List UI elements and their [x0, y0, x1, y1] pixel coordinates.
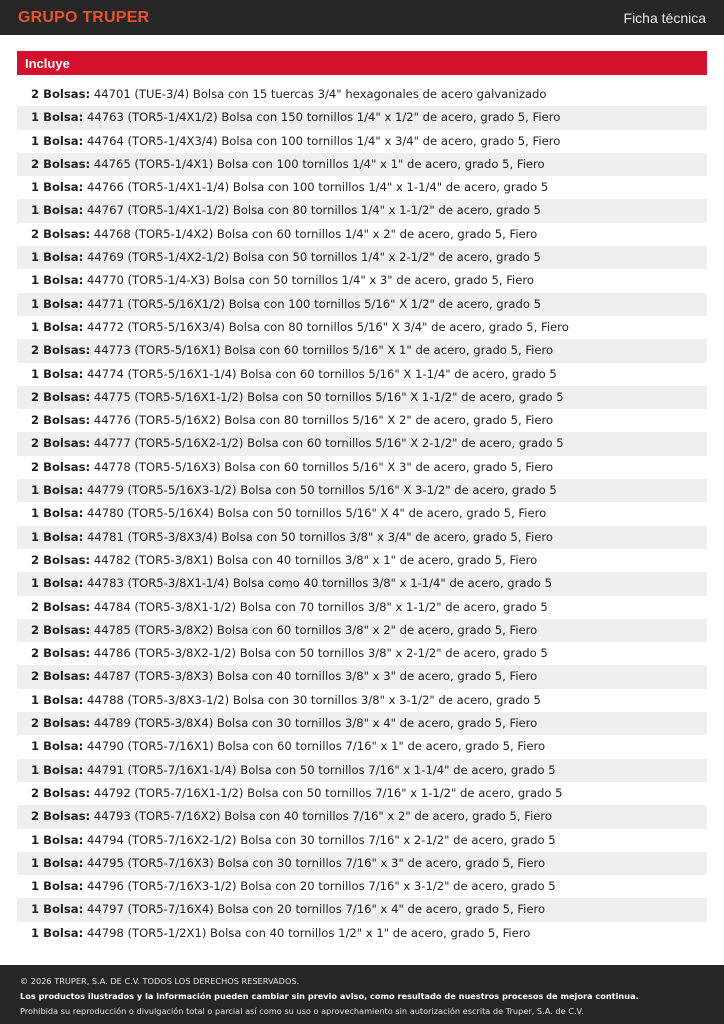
item-quantity: 1 Bolsa:	[31, 296, 84, 311]
item-quantity: 1 Bolsa:	[31, 250, 84, 265]
item-description: 44791 (TOR5-7/16X1-1/4) Bolsa con 50 tornillos 7/16" x 1-1/4" de acero, grado 5	[86, 762, 556, 777]
item-quantity: 1 Bolsa:	[31, 832, 84, 847]
list-item	[17, 176, 707, 199]
top-bar	[0, 0, 724, 35]
item-quantity: 2 Bolsas:	[31, 156, 91, 171]
list-item	[17, 130, 707, 153]
item-quantity: 2 Bolsas:	[31, 436, 91, 451]
list-item	[17, 829, 707, 852]
item-description: 44776 (TOR5-5/16X2) Bolsa con 80 tornillos 5/16" X 2" de acero, grado 5, Fiero	[93, 413, 554, 428]
item-quantity: 2 Bolsas:	[31, 809, 91, 824]
list-item	[17, 223, 707, 246]
item-quantity: 1 Bolsa:	[31, 110, 84, 125]
item-quantity: 2 Bolsas:	[31, 785, 91, 800]
item-description: 44773 (TOR5-5/16X1) Bolsa con 60 tornillos 5/16" X 1" de acero, grado 5, Fiero	[93, 343, 554, 358]
item-description: 44788 (TOR5-3/8X3-1/2) Bolsa con 30 tornillos 3/8" x 3-1/2" de acero, grado 5	[86, 692, 541, 707]
item-description: 44795 (TOR5-7/16X3) Bolsa con 30 tornillos 7/16" x 3" de acero, grado 5, Fiero	[86, 855, 546, 870]
item-description: 44777 (TOR5-5/16X2-1/2) Bolsa con 60 tornillos 5/16" X 2-1/2" de acero, grado 5	[93, 436, 564, 451]
list-item	[17, 852, 707, 875]
list-item	[17, 572, 707, 595]
list-item	[17, 596, 707, 619]
list-item	[17, 432, 707, 455]
list-item	[17, 106, 707, 129]
list-item	[17, 526, 707, 549]
list-item	[17, 549, 707, 572]
item-quantity: 1 Bolsa:	[31, 879, 84, 894]
item-description: 44774 (TOR5-5/16X1-1/4) Bolsa con 60 tornillos 5/16" X 1-1/4" de acero, grado 5	[86, 366, 557, 381]
item-quantity: 1 Bolsa:	[31, 739, 84, 754]
item-quantity: 1 Bolsa:	[31, 902, 84, 917]
list-item	[17, 875, 707, 898]
item-quantity: 1 Bolsa:	[31, 273, 84, 288]
list-item	[17, 153, 707, 176]
section-header-incluye: Incluye	[17, 51, 707, 75]
list-item	[17, 339, 707, 362]
item-description: 44763 (TOR5-1/4X1/2) Bolsa con 150 tornillos 1/4" x 1/2" de acero, grado 5, Fiero	[86, 110, 561, 125]
item-quantity: 1 Bolsa:	[31, 483, 84, 498]
item-quantity: 1 Bolsa:	[31, 180, 84, 195]
list-item	[17, 409, 707, 432]
item-description: 44769 (TOR5-1/4X2-1/2) Bolsa con 50 tornillos 1/4" x 2-1/2" de acero, grado 5	[86, 250, 541, 265]
list-item	[17, 805, 707, 828]
item-description: 44798 (TOR5-1/2X1) Bolsa con 40 tornillos 1/2" x 1" de acero, grado 5, Fiero	[86, 925, 531, 940]
item-description: 44765 (TOR5-1/4X1) Bolsa con 100 tornillos 1/4" x 1" de acero, grado 5, Fiero	[93, 156, 545, 171]
footer-copyright: © 2026 TRUPER, S.A. DE C.V. TODOS LOS DERECHOS RESERVADOS.	[20, 976, 300, 986]
item-quantity: 2 Bolsas:	[31, 389, 91, 404]
item-quantity: 1 Bolsa:	[31, 366, 84, 381]
list-item	[17, 735, 707, 758]
item-description: 44766 (TOR5-1/4X1-1/4) Bolsa con 100 tornillos 1/4" x 1-1/4" de acero, grado 5	[86, 180, 549, 195]
item-description: 44701 (TUE-3/4) Bolsa con 15 tuercas 3/4" hexagonales de acero galvanizado	[93, 87, 547, 101]
included-items-list	[17, 83, 707, 945]
list-item	[17, 363, 707, 386]
item-description: 44781 (TOR5-3/8X3/4) Bolsa con 50 tornillos 3/8" x 3/4" de acero, grado 5, Fiero	[86, 529, 553, 544]
item-description: 44785 (TOR5-3/8X2) Bolsa con 60 tornillos 3/8" x 2" de acero, grado 5, Fiero	[93, 622, 538, 637]
item-description: 44796 (TOR5-7/16X3-1/2) Bolsa con 20 tornillos 7/16" x 3-1/2" de acero, grado 5	[86, 879, 556, 894]
list-item	[17, 83, 707, 106]
item-description: 44797 (TOR5-7/16X4) Bolsa con 20 tornillos 7/16" x 4" de acero, grado 5, Fiero	[86, 902, 546, 917]
item-quantity: 2 Bolsas:	[31, 226, 91, 241]
item-quantity: 2 Bolsas:	[31, 669, 91, 684]
item-description: 44770 (TOR5-1/4-X3) Bolsa con 50 tornillos 1/4" x 3" de acero, grado 5, Fiero	[86, 273, 534, 288]
item-quantity: 1 Bolsa:	[31, 506, 84, 521]
list-item	[17, 269, 707, 292]
list-item	[17, 642, 707, 665]
item-description: 44778 (TOR5-5/16X3) Bolsa con 60 tornillos 5/16" X 3" de acero, grado 5, Fiero	[93, 459, 554, 474]
item-quantity: 1 Bolsa:	[31, 762, 84, 777]
list-item	[17, 922, 707, 945]
item-description: 44780 (TOR5-5/16X4) Bolsa con 50 tornillos 5/16" X 4" de acero, grado 5, Fiero	[86, 506, 547, 521]
list-item	[17, 199, 707, 222]
footer-notice: Los productos ilustrados y la información pueden cambiar sin previo aviso, como resultado de nuestros procesos de mejora continua.	[20, 991, 639, 1001]
item-quantity: 2 Bolsas:	[31, 87, 91, 101]
list-item	[17, 502, 707, 525]
item-description: 44786 (TOR5-3/8X2-1/2) Bolsa con 50 tornillos 3/8" x 2-1/2" de acero, grado 5	[93, 646, 548, 661]
item-description: 44772 (TOR5-5/16X3/4) Bolsa con 80 tornillos 5/16" X 3/4" de acero, grado 5, Fiero	[86, 319, 569, 334]
item-quantity: 2 Bolsas:	[31, 622, 91, 637]
footer-prohibition: Prohibida su reproducción o divulgación total o parcial así como su uso o aprovechamiento sin autorización escrita de Truper, S.A. de C.V.	[20, 1006, 584, 1016]
list-item	[17, 665, 707, 688]
list-item	[17, 386, 707, 409]
item-description: 44792 (TOR5-7/16X1-1/2) Bolsa con 50 tornillos 7/16" x 1-1/2" de acero, grado 5	[93, 785, 563, 800]
item-description: 44779 (TOR5-5/16X3-1/2) Bolsa con 50 tornillos 5/16" X 3-1/2" de acero, grado 5	[86, 483, 557, 498]
list-item	[17, 689, 707, 712]
item-quantity: 1 Bolsa:	[31, 203, 84, 218]
item-quantity: 1 Bolsa:	[31, 529, 84, 544]
item-quantity: 1 Bolsa:	[31, 319, 84, 334]
item-description: 44783 (TOR5-3/8X1-1/4) Bolsa como 40 tornillos 3/8" x 1-1/4" de acero, grado 5	[86, 576, 552, 591]
truper-logo: GRUPO TRUPER	[18, 8, 150, 26]
item-quantity: 2 Bolsas:	[31, 343, 91, 358]
item-quantity: 2 Bolsas:	[31, 599, 91, 614]
item-description: 44790 (TOR5-7/16X1) Bolsa con 60 tornillos 7/16" x 1" de acero, grado 5, Fiero	[86, 739, 546, 754]
list-item	[17, 712, 707, 735]
item-description: 44793 (TOR5-7/16X2) Bolsa con 40 tornillos 7/16" x 2" de acero, grado 5, Fiero	[93, 809, 553, 824]
item-description: 44789 (TOR5-3/8X4) Bolsa con 30 tornillos 3/8" x 4" de acero, grado 5, Fiero	[93, 716, 538, 731]
list-item	[17, 456, 707, 479]
list-item	[17, 619, 707, 642]
item-description: 44794 (TOR5-7/16X2-1/2) Bolsa con 30 tornillos 7/16" x 2-1/2" de acero, grado 5	[86, 832, 556, 847]
item-description: 44768 (TOR5-1/4X2) Bolsa con 60 tornillos 1/4" x 2" de acero, grado 5, Fiero	[93, 226, 538, 241]
list-item	[17, 479, 707, 502]
list-item	[17, 293, 707, 316]
list-item	[17, 316, 707, 339]
item-description: 44784 (TOR5-3/8X1-1/2) Bolsa con 70 tornillos 3/8" x 1-1/2" de acero, grado 5	[93, 599, 548, 614]
list-item	[17, 782, 707, 805]
item-quantity: 2 Bolsas:	[31, 716, 91, 731]
item-description: 44775 (TOR5-5/16X1-1/2) Bolsa con 50 tornillos 5/16" X 1-1/2" de acero, grado 5	[93, 389, 564, 404]
item-quantity: 1 Bolsa:	[31, 576, 84, 591]
page-title: Ficha técnica	[623, 9, 706, 26]
item-quantity: 1 Bolsa:	[31, 855, 84, 870]
footer	[0, 965, 724, 1024]
list-item	[17, 759, 707, 782]
item-quantity: 2 Bolsas:	[31, 459, 91, 474]
item-quantity: 2 Bolsas:	[31, 552, 91, 567]
list-item	[17, 246, 707, 269]
list-item	[17, 898, 707, 921]
item-description: 44771 (TOR5-5/16X1/2) Bolsa con 100 tornillos 5/16" X 1/2" de acero, grado 5	[86, 296, 542, 311]
item-description: 44787 (TOR5-3/8X3) Bolsa con 40 tornillos 3/8" x 3" de acero, grado 5, Fiero	[93, 669, 538, 684]
item-description: 44767 (TOR5-1/4X1-1/2) Bolsa con 80 tornillos 1/4" x 1-1/2" de acero, grado 5	[86, 203, 541, 218]
item-quantity: 1 Bolsa:	[31, 133, 84, 148]
item-description: 44782 (TOR5-3/8X1) Bolsa con 40 tornillos 3/8" x 1" de acero, grado 5, Fiero	[93, 552, 538, 567]
item-quantity: 1 Bolsa:	[31, 925, 84, 940]
item-quantity: 1 Bolsa:	[31, 692, 84, 707]
item-quantity: 2 Bolsas:	[31, 413, 91, 428]
item-description: 44764 (TOR5-1/4X3/4) Bolsa con 100 tornillos 1/4" x 3/4" de acero, grado 5, Fiero	[86, 133, 561, 148]
item-quantity: 2 Bolsas:	[31, 646, 91, 661]
